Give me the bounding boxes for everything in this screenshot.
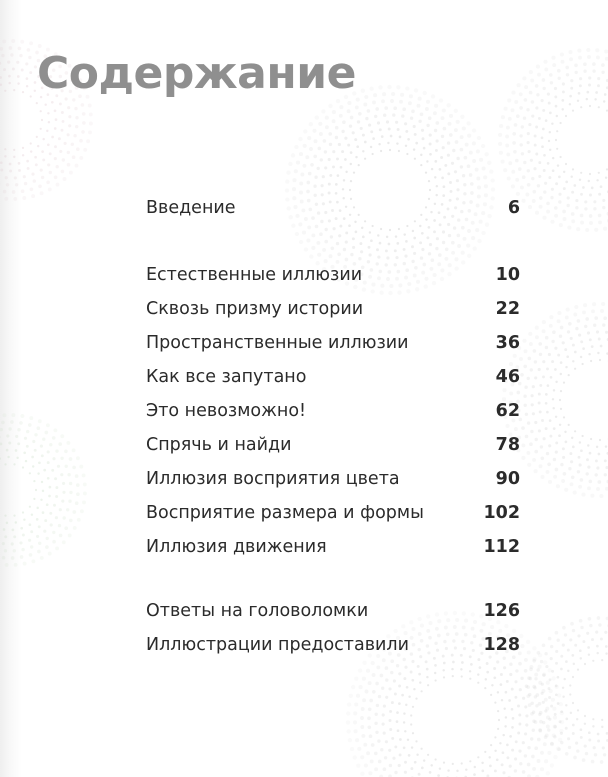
toc-row-label: Это невозможно! xyxy=(146,401,307,421)
toc-row-label: Введение xyxy=(146,198,236,218)
toc-row-label: Иллюзия восприятия цвета xyxy=(146,469,400,489)
page-title: Содержание xyxy=(37,48,356,99)
toc-row-label: Естественные иллюзии xyxy=(146,265,363,285)
toc-row xyxy=(146,328,520,358)
toc-row-label: Сквозь призму истории xyxy=(146,299,364,319)
toc-row xyxy=(146,498,520,528)
toc-row-label: Иллюстрации предоставили xyxy=(146,635,409,655)
toc-row-label: Пространственные иллюзии xyxy=(146,333,409,353)
toc-row-page: 36 xyxy=(495,333,520,353)
toc-row xyxy=(146,596,520,626)
toc-row-page: 112 xyxy=(483,537,520,557)
toc-row-page: 90 xyxy=(495,469,520,489)
toc-row xyxy=(146,430,520,460)
toc-row-label: Как все запутано xyxy=(146,367,307,387)
toc-row-page: 102 xyxy=(483,503,520,523)
toc-row-page: 22 xyxy=(495,299,520,319)
dot-ring xyxy=(526,616,608,764)
toc-row xyxy=(146,396,520,426)
toc-row xyxy=(146,294,520,324)
toc-row-page: 126 xyxy=(483,601,520,621)
toc-row-page: 128 xyxy=(483,635,520,655)
toc-row xyxy=(146,260,520,290)
toc-row-label: Иллюзия движения xyxy=(146,537,327,557)
toc-row-label: Ответы на головоломки xyxy=(146,601,369,621)
toc-row-page: 62 xyxy=(495,401,520,421)
dot-ring xyxy=(0,413,87,567)
toc-row xyxy=(146,362,520,392)
toc-row xyxy=(146,464,520,494)
toc-row-label: Спрячь и найди xyxy=(146,435,292,455)
toc-row-page: 78 xyxy=(495,435,520,455)
toc-row xyxy=(146,532,520,562)
toc-row-page: 6 xyxy=(507,198,520,218)
toc-row xyxy=(146,630,520,660)
toc-row-page: 46 xyxy=(495,367,520,387)
toc-row xyxy=(146,193,520,223)
toc-row-label: Восприятие размера и формы xyxy=(146,503,424,523)
toc-row-page: 10 xyxy=(495,265,520,285)
